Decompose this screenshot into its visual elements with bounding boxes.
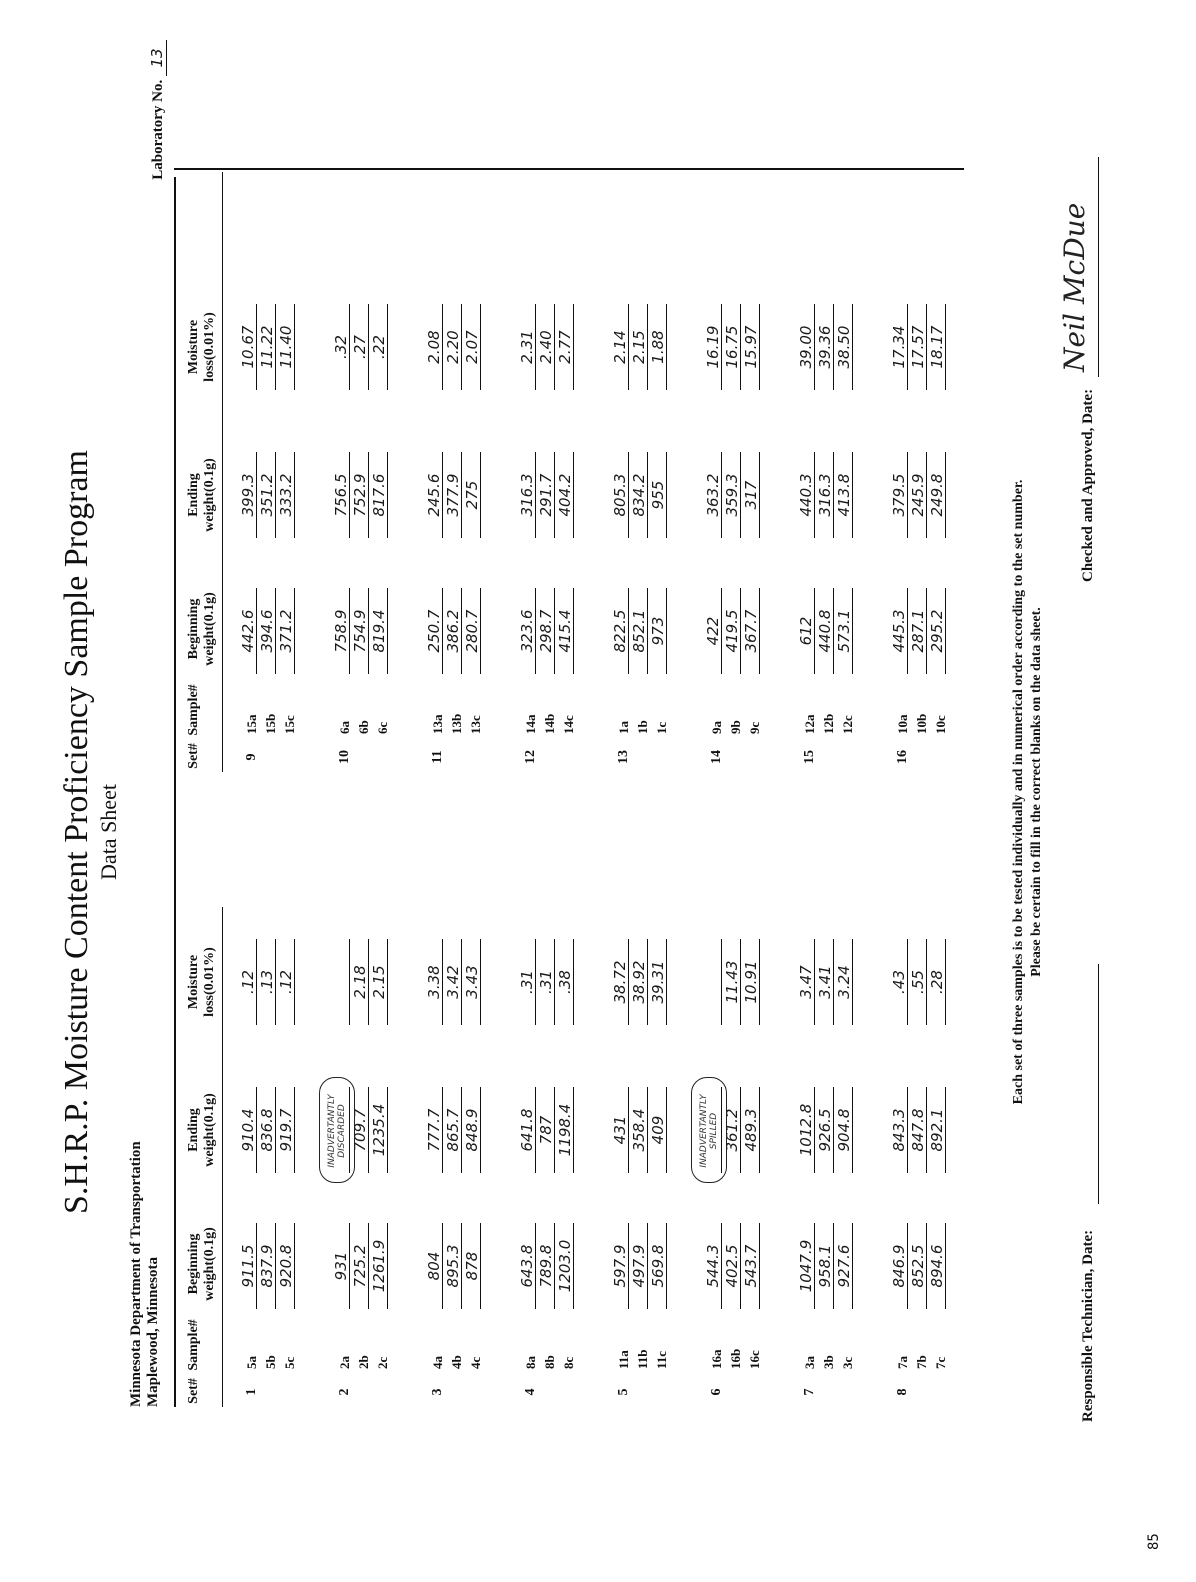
col-header-set: Set# <box>186 743 201 769</box>
moisture-loss-field[interactable]: .38 <box>557 939 574 1025</box>
ending-weight-field[interactable]: 865.7 <box>445 1087 462 1173</box>
moisture-loss-field[interactable]: 2.18 <box>352 939 369 1025</box>
set-number: 2 <box>337 1388 352 1396</box>
sample-id: 14a <box>523 714 538 734</box>
laboratory-value: 13 <box>148 40 167 76</box>
ending-weight-field[interactable]: 363.2 <box>705 452 722 538</box>
beginning-weight-field[interactable]: 442.6 <box>240 588 257 674</box>
sample-id: 3c <box>840 1356 855 1369</box>
moisture-loss-field[interactable]: 16.19 <box>705 304 722 390</box>
sample-id: 11b <box>635 1349 650 1369</box>
handwritten-note: INADVERTANTLY DISCARDED <box>327 1094 347 1168</box>
sample-id: 15a <box>244 714 259 734</box>
moisture-loss-field[interactable]: 2.15 <box>631 304 648 390</box>
ending-weight-field[interactable]: 926.5 <box>817 1087 834 1173</box>
sample-id: 10b <box>914 713 929 734</box>
set-number: 13 <box>616 750 631 764</box>
moisture-loss-field[interactable]: 1.88 <box>650 304 667 390</box>
beginning-weight-field[interactable]: 415.4 <box>557 588 574 674</box>
ending-weight-field[interactable]: 834.2 <box>631 452 648 538</box>
beginning-weight-field[interactable]: 402.5 <box>724 1223 741 1309</box>
beginning-weight-field[interactable]: 422 <box>705 588 722 674</box>
sample-id: 1b <box>635 720 650 734</box>
col-header-end: Ending <box>186 473 201 517</box>
moisture-loss-field[interactable]: 38.92 <box>631 939 648 1025</box>
beginning-weight-field[interactable]: 440.8 <box>817 588 834 674</box>
set-number: 15 <box>802 750 817 764</box>
moisture-loss-field[interactable]: 10.91 <box>743 939 760 1025</box>
moisture-loss-field[interactable]: 17.34 <box>891 304 908 390</box>
moisture-loss-field[interactable]: 3.41 <box>817 939 834 1025</box>
ending-weight-field[interactable]: 919.7 <box>278 1087 295 1173</box>
ending-weight-field[interactable]: 787 <box>538 1087 555 1173</box>
ending-weight-field[interactable]: 377.9 <box>445 452 462 538</box>
ending-weight-field[interactable]: 752.9 <box>352 452 369 538</box>
ending-weight-field[interactable]: 359.3 <box>724 452 741 538</box>
col-header-end-unit: weight(0.1g) <box>202 1093 217 1167</box>
col-header-moisture-unit: loss(0.01%) <box>202 312 217 382</box>
moisture-loss-field[interactable]: .28 <box>929 939 946 1025</box>
sample-id: 6a <box>337 721 352 734</box>
set-number: 10 <box>337 750 352 764</box>
ending-weight-field[interactable]: 361.2 <box>724 1087 741 1173</box>
department-location: Maplewood, Minnesota <box>145 1257 161 1407</box>
sample-id: 4b <box>449 1355 464 1369</box>
ending-weight-field[interactable]: 892.1 <box>929 1087 946 1173</box>
moisture-loss-field[interactable]: 39.00 <box>798 304 815 390</box>
col-header-end-unit: weight(0.1g) <box>202 458 217 532</box>
ending-weight-field[interactable]: 245.9 <box>910 452 927 538</box>
beginning-weight-field[interactable]: 1047.9 <box>798 1223 815 1309</box>
col-header-end: Ending <box>186 1108 201 1152</box>
moisture-loss-field[interactable]: 38.72 <box>612 939 629 1025</box>
set-number: 3 <box>430 1388 445 1396</box>
beginning-weight-field[interactable]: 837.9 <box>259 1223 276 1309</box>
set-number: 1 <box>244 1388 259 1396</box>
beginning-weight-field[interactable]: 597.9 <box>612 1223 629 1309</box>
sample-id: 7c <box>933 1356 948 1369</box>
beginning-weight-field[interactable]: 419.5 <box>724 588 741 674</box>
set-number: 6 <box>709 1388 724 1396</box>
set-number: 4 <box>523 1388 538 1396</box>
sample-id: 10c <box>933 715 948 734</box>
sample-id: 10a <box>895 714 910 734</box>
moisture-loss-field[interactable]: 2.15 <box>371 939 388 1025</box>
beginning-weight-field[interactable]: 804 <box>426 1223 443 1309</box>
ending-weight-field[interactable]: 291.7 <box>538 452 555 538</box>
moisture-loss-field[interactable]: 16.75 <box>724 304 741 390</box>
table-right-rule <box>174 168 964 170</box>
moisture-loss-field[interactable]: .22 <box>371 304 388 390</box>
beginning-weight-field[interactable]: 754.9 <box>352 588 369 674</box>
ending-weight-field[interactable]: 333.2 <box>278 452 295 538</box>
ending-weight-field[interactable]: 431 <box>612 1087 629 1173</box>
moisture-loss-field[interactable]: 39.36 <box>817 304 834 390</box>
moisture-loss-field[interactable]: .31 <box>519 939 536 1025</box>
sample-id: 16c <box>747 1350 762 1369</box>
sample-id: 5c <box>282 1356 297 1369</box>
laboratory-number <box>148 40 167 180</box>
sample-id: 8a <box>523 1356 538 1369</box>
set-number: 5 <box>616 1388 631 1396</box>
moisture-loss-field[interactable]: .12 <box>278 939 295 1025</box>
ending-weight-field[interactable]: 399.3 <box>240 452 257 538</box>
ending-weight-field[interactable]: 351.2 <box>259 452 276 538</box>
sample-id: 4a <box>430 1356 445 1369</box>
ending-weight-field[interactable]: 1012.8 <box>798 1087 815 1173</box>
col-header-sample: Sample# <box>186 684 201 736</box>
beginning-weight-field[interactable]: 973 <box>650 588 667 674</box>
beginning-weight-field[interactable]: 367.7 <box>743 588 760 674</box>
beginning-weight-field[interactable]: 394.6 <box>259 588 276 674</box>
moisture-loss-field[interactable]: 2.77 <box>557 304 574 390</box>
sample-id: 9c <box>747 721 762 734</box>
sample-id: 13a <box>430 714 445 734</box>
sample-id: 6b <box>356 720 371 734</box>
set-number: 14 <box>709 750 724 764</box>
moisture-loss-field[interactable]: 11.22 <box>259 304 276 390</box>
sample-id: 11a <box>616 1350 631 1369</box>
department-block <box>128 1141 162 1407</box>
set-number: 11 <box>430 750 445 764</box>
set-number: 8 <box>895 1388 910 1396</box>
sample-id: 2c <box>375 1356 390 1369</box>
moisture-loss-field[interactable]: 3.42 <box>445 939 462 1025</box>
moisture-loss-field[interactable]: 3.24 <box>836 939 853 1025</box>
beginning-weight-field[interactable]: 371.2 <box>278 588 295 674</box>
sample-id: 16a <box>709 1349 724 1369</box>
ending-weight-field[interactable]: 409 <box>650 1087 667 1173</box>
moisture-loss-field[interactable]: 2.07 <box>464 304 481 390</box>
moisture-loss-field[interactable]: .31 <box>538 939 555 1025</box>
ending-weight-field[interactable]: 245.6 <box>426 452 443 538</box>
sample-id: 12c <box>840 715 855 734</box>
sample-id: 12a <box>802 714 817 734</box>
ending-weight-field[interactable]: 836.8 <box>259 1087 276 1173</box>
moisture-loss-field[interactable]: .12 <box>240 939 257 1025</box>
moisture-loss-field[interactable]: 11.43 <box>724 939 741 1025</box>
sample-id: 3b <box>821 1355 836 1369</box>
moisture-loss-field[interactable]: 3.43 <box>464 939 481 1025</box>
beginning-weight-field[interactable]: 497.9 <box>631 1223 648 1309</box>
beginning-weight-field[interactable]: 911.5 <box>240 1223 257 1309</box>
ending-weight-field[interactable]: 843.3 <box>891 1087 908 1173</box>
page-number: 85 <box>1146 1533 1162 1550</box>
moisture-loss-field[interactable]: 17.57 <box>910 304 927 390</box>
sample-id: 13b <box>449 713 464 734</box>
beginning-weight-field[interactable]: 250.7 <box>426 588 443 674</box>
set-number: 7 <box>802 1388 817 1396</box>
ending-weight-field[interactable]: 805.3 <box>612 452 629 538</box>
moisture-loss-field[interactable]: 2.40 <box>538 304 555 390</box>
sample-id: 4c <box>468 1356 483 1369</box>
sample-id: 14b <box>542 713 557 734</box>
checked-approved-label: Checked and Approved, Date: <box>1080 388 1096 582</box>
col-header-moisture-unit: loss(0.01%) <box>202 947 217 1017</box>
moisture-loss-field[interactable] <box>333 939 350 1025</box>
beginning-weight-field[interactable]: 846.9 <box>891 1223 908 1309</box>
ending-weight-field[interactable]: 847.8 <box>910 1087 927 1173</box>
sample-id: 5b <box>263 1355 278 1369</box>
moisture-loss-field[interactable]: 18.17 <box>929 304 946 390</box>
col-header-begin: Beginning <box>186 598 201 660</box>
beginning-weight-field[interactable]: 958.1 <box>817 1223 834 1309</box>
moisture-loss-field[interactable]: 10.67 <box>240 304 257 390</box>
beginning-weight-field[interactable]: 643.8 <box>519 1223 536 1309</box>
beginning-weight-field[interactable]: 1261.9 <box>371 1223 388 1309</box>
ending-weight-field[interactable]: 440.3 <box>798 452 815 538</box>
beginning-weight-field[interactable]: 445.3 <box>891 588 908 674</box>
col-header-moisture: Moisture <box>186 954 201 1010</box>
beginning-weight-field[interactable]: 323.6 <box>519 588 536 674</box>
moisture-loss-field[interactable]: .13 <box>259 939 276 1025</box>
ending-weight-field[interactable]: 275 <box>464 452 481 538</box>
moisture-loss-field[interactable]: 2.08 <box>426 304 443 390</box>
instruction-note-1: Each set of three samples is to be tested individually and in numerical order according to the set number. <box>1011 479 1026 1105</box>
checked-approved-field <box>1078 157 1099 377</box>
beginning-weight-field[interactable]: 852.1 <box>631 588 648 674</box>
beginning-weight-field[interactable]: 822.5 <box>612 588 629 674</box>
moisture-loss-field[interactable]: 2.31 <box>519 304 536 390</box>
beginning-weight-field[interactable]: 920.8 <box>278 1223 295 1309</box>
instruction-note-2: Please be certain to fill in the correct blanks on the data sheet. <box>1029 607 1044 977</box>
beginning-weight-field[interactable]: 543.7 <box>743 1223 760 1309</box>
sample-id: 9a <box>709 721 724 734</box>
beginning-weight-field[interactable]: 758.9 <box>333 588 350 674</box>
moisture-loss-field[interactable]: .55 <box>910 939 927 1025</box>
moisture-loss-field[interactable]: .32 <box>333 304 350 390</box>
ending-weight-field[interactable]: 777.7 <box>426 1087 443 1173</box>
moisture-loss-field[interactable]: 15.97 <box>743 304 760 390</box>
ending-weight-field[interactable]: 489.3 <box>743 1087 760 1173</box>
ending-weight-field[interactable]: 817.6 <box>371 452 388 538</box>
beginning-weight-field[interactable]: 894.6 <box>929 1223 946 1309</box>
col-header-begin: Beginning <box>186 1233 201 1295</box>
sample-id: 5a <box>244 1356 259 1369</box>
beginning-weight-field[interactable]: 927.6 <box>836 1223 853 1309</box>
beginning-weight-field[interactable]: 789.8 <box>538 1223 555 1309</box>
beginning-weight-field[interactable]: 1203.0 <box>557 1223 574 1309</box>
ending-weight-field[interactable]: 910.4 <box>240 1087 257 1173</box>
beginning-weight-field[interactable]: 931 <box>333 1223 350 1309</box>
beginning-weight-field[interactable]: 386.2 <box>445 588 462 674</box>
ending-weight-field[interactable]: 316.3 <box>817 452 834 538</box>
sample-id: 8b <box>542 1355 557 1369</box>
sample-id: 15b <box>263 713 278 734</box>
moisture-loss-field[interactable]: .43 <box>891 939 908 1025</box>
beginning-weight-field[interactable]: 280.7 <box>464 588 481 674</box>
set-number: 12 <box>523 750 538 764</box>
sample-id: 11c <box>654 1350 669 1369</box>
ending-weight-field[interactable]: 358.4 <box>631 1087 648 1173</box>
set-number: 16 <box>895 750 910 764</box>
responsible-technician-label: Responsible Technician, Date: <box>1080 1229 1096 1422</box>
col-header-set: Set# <box>186 1378 201 1404</box>
sample-id: 2b <box>356 1355 371 1369</box>
beginning-weight-field[interactable]: 298.7 <box>538 588 555 674</box>
laboratory-label: Laboratory No. <box>150 79 166 180</box>
ending-weight-field[interactable]: 955 <box>650 452 667 538</box>
header-underline <box>222 172 223 772</box>
beginning-weight-field[interactable]: 612 <box>798 588 815 674</box>
sample-id: 15c <box>282 715 297 734</box>
ending-weight-field[interactable]: 904.8 <box>836 1087 853 1173</box>
sample-id: 1c <box>654 721 669 734</box>
ending-weight-field[interactable]: 404.2 <box>557 452 574 538</box>
moisture-loss-field[interactable]: 38.50 <box>836 304 853 390</box>
col-header-sample: Sample# <box>186 1319 201 1371</box>
sample-id: 3a <box>802 1356 817 1369</box>
sample-id: 12b <box>821 713 836 734</box>
ending-weight-field[interactable]: 848.9 <box>464 1087 481 1173</box>
page-title: S.H.R.P. Moisture Content Proficiency Sample Program <box>58 450 95 1215</box>
sample-id: 2a <box>337 1356 352 1369</box>
sample-id: 7b <box>914 1355 929 1369</box>
sample-id: 1a <box>616 721 631 734</box>
ending-weight-field[interactable]: 1198.4 <box>557 1087 574 1173</box>
ending-weight-field[interactable]: 317 <box>743 452 760 538</box>
sample-id: 7a <box>895 1356 910 1369</box>
sample-id: 9b <box>728 720 743 734</box>
moisture-loss-field[interactable]: 39.31 <box>650 939 667 1025</box>
ending-weight-field[interactable]: 379.5 <box>891 452 908 538</box>
moisture-loss-field[interactable]: 3.47 <box>798 939 815 1025</box>
beginning-weight-field[interactable]: 878 <box>464 1223 481 1309</box>
moisture-loss-field[interactable]: .27 <box>352 304 369 390</box>
handwritten-note: INADVERTANTLY SPILLED <box>699 1094 719 1168</box>
responsible-technician-field[interactable] <box>1078 964 1099 1204</box>
moisture-loss-field[interactable] <box>705 939 722 1025</box>
header-divider <box>174 177 176 1407</box>
sample-id: 6c <box>375 721 390 734</box>
ending-weight-field[interactable]: 316.3 <box>519 452 536 538</box>
ending-weight-field[interactable]: 1235.4 <box>371 1087 388 1173</box>
beginning-weight-field[interactable]: 295.2 <box>929 588 946 674</box>
page-subtitle: Data Sheet <box>96 784 121 880</box>
sample-id: 13c <box>468 715 483 734</box>
beginning-weight-field[interactable]: 819.4 <box>371 588 388 674</box>
beginning-weight-field[interactable]: 895.3 <box>445 1223 462 1309</box>
col-header-moisture: Moisture <box>186 319 201 375</box>
ending-weight-field[interactable]: 413.8 <box>836 452 853 538</box>
sample-id: 16b <box>728 1348 743 1369</box>
col-header-begin-unit: weight(0.1g) <box>202 1227 217 1301</box>
beginning-weight-field[interactable]: 544.3 <box>705 1223 722 1309</box>
ending-weight-field[interactable]: 756.5 <box>333 452 350 538</box>
col-header-begin-unit: weight(0.1g) <box>202 592 217 666</box>
sample-id: 8c <box>561 1356 576 1369</box>
beginning-weight-field[interactable]: 573.1 <box>836 588 853 674</box>
moisture-loss-field[interactable]: 2.14 <box>612 304 629 390</box>
moisture-loss-field[interactable]: 11.40 <box>278 304 295 390</box>
ending-weight-field[interactable]: 709.7 <box>352 1087 369 1173</box>
header-underline <box>222 907 223 1407</box>
department-name: Minnesota Department of Transportation <box>128 1141 144 1407</box>
sample-id: 14c <box>561 715 576 734</box>
moisture-loss-field[interactable]: 3.38 <box>426 939 443 1025</box>
moisture-loss-field[interactable]: 2.20 <box>445 304 462 390</box>
ending-weight-field[interactable]: 641.8 <box>519 1087 536 1173</box>
beginning-weight-field[interactable]: 287.1 <box>910 588 927 674</box>
checked-approved-signature[interactable]: Neil McDue <box>1058 202 1091 372</box>
set-number: 9 <box>244 753 259 761</box>
beginning-weight-field[interactable]: 725.2 <box>352 1223 369 1309</box>
beginning-weight-field[interactable]: 852.5 <box>910 1223 927 1309</box>
ending-weight-field[interactable]: 249.8 <box>929 452 946 538</box>
beginning-weight-field[interactable]: 569.8 <box>650 1223 667 1309</box>
